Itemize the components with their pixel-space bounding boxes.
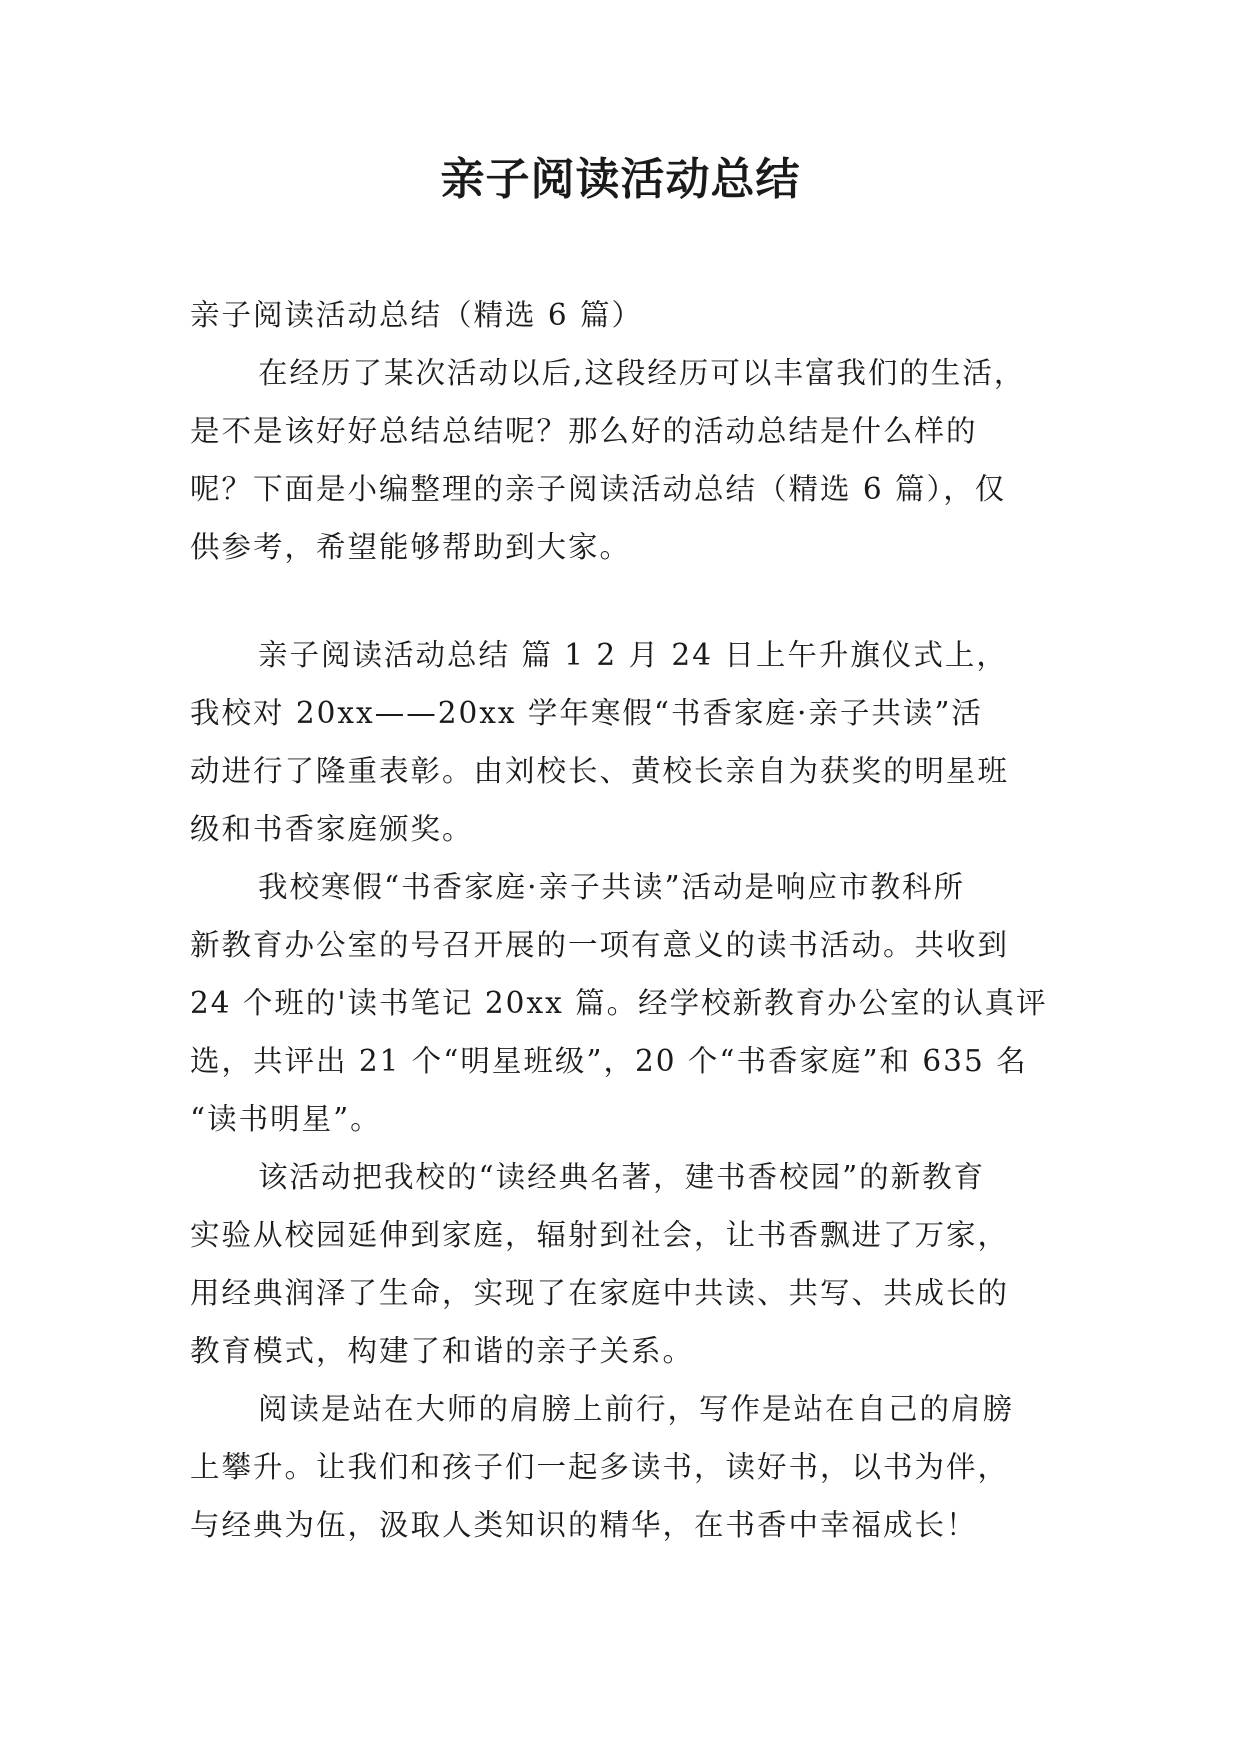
paragraph-line: 阅读是站在大师的肩膀上前行，写作是站在自己的肩膀 [258,1392,1015,1426]
paragraph-line: 上攀升。让我们和孩子们一起多读书，读好书，以书为伴， [190,1450,1010,1484]
paragraph-line: 教育模式，构建了和谐的亲子关系。 [190,1334,695,1368]
section-gap [190,576,1060,626]
paragraph-line: 亲子阅读活动总结 篇 1 2 月 24 日上午升旗仪式上， [258,638,1008,672]
paragraph-line: “读书明星”。 [190,1102,382,1136]
intro-line: 是不是该好好总结总结呢？那么好的活动总结是什么样的 [190,414,978,448]
paragraph-line: 我校寒假“书香家庭·亲子共读”活动是响应市教科所 [258,870,966,904]
paragraph-line: 级和书香家庭颁奖。 [190,812,474,846]
document-subtitle: 亲子阅读活动总结（精选 6 篇） [190,298,644,332]
paragraph-line: 与经典为伍，汲取人类知识的精华，在书香中幸福成长！ [190,1508,978,1542]
document-title: 亲子阅读活动总结 [440,154,801,205]
document-body [190,286,1060,1554]
paragraph-line: 24 个班的'读书笔记 20xx 篇。经学校新教育办公室的认真评 [190,986,1048,1020]
paragraph-line: 动进行了隆重表彰。由刘校长、黄校长亲自为获奖的明星班 [190,754,1010,788]
intro-line: 供参考，希望能够帮助到大家。 [190,530,632,564]
paragraph-line: 新教育办公室的号召开展的一项有意义的读书活动。共收到 [190,928,1010,962]
paragraph-line: 我校对 20xx——20xx 学年寒假“书香家庭·亲子共读”活 [190,696,983,730]
paragraph-line: 用经典润泽了生命，实现了在家庭中共读、共写、共成长的 [190,1276,1010,1310]
paragraph-line: 选，共评出 21 个“明星班级”，20 个“书香家庭”和 635 名 [190,1044,1028,1078]
intro-line: 呢？下面是小编整理的亲子阅读活动总结（精选 6 篇），仅 [190,472,1007,506]
paragraph-line: 该活动把我校的“读经典名著，建书香校园”的新教育 [258,1160,986,1194]
paragraph-line: 实验从校园延伸到家庭，辐射到社会，让书香飘进了万家， [190,1218,1010,1252]
intro-line: 在经历了某次活动以后,这段经历可以丰富我们的生活， [258,356,1026,390]
